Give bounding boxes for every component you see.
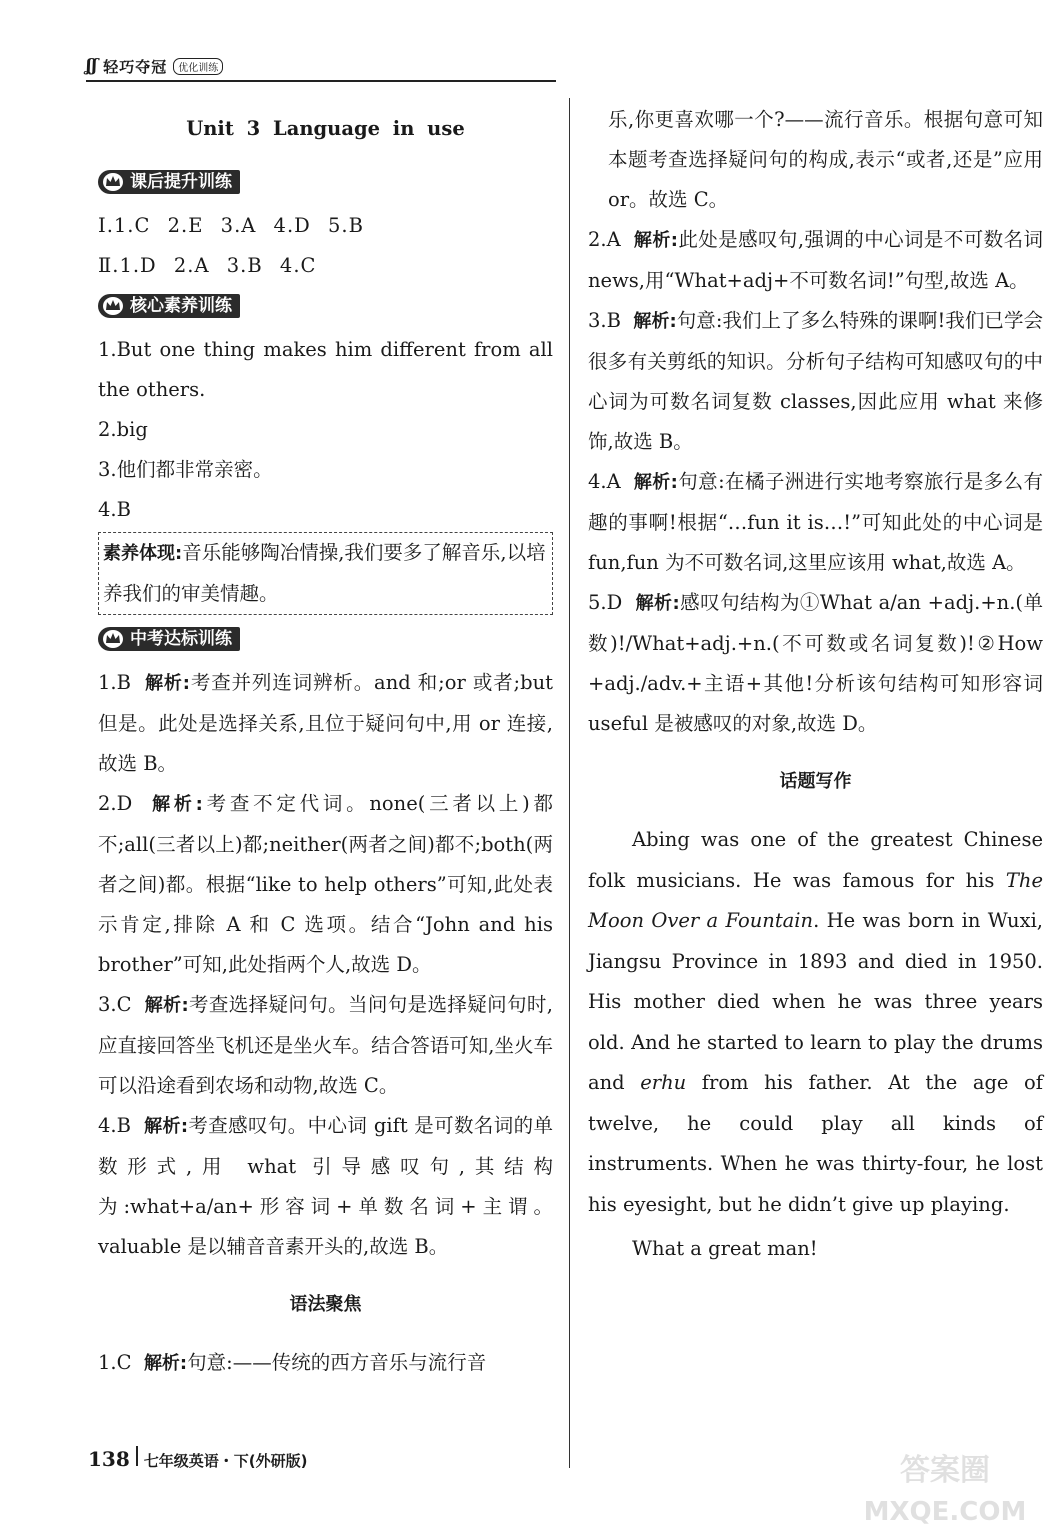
footer-separator — [136, 1446, 138, 1466]
watermark-line-2: MXQE.COM — [863, 1497, 1027, 1527]
section-header-after-class — [98, 170, 240, 194]
answer-row-2: Ⅱ.1.D 2.A 3.B 4.C — [98, 254, 317, 277]
column-divider — [569, 98, 570, 1468]
grammar-item — [588, 462, 1043, 583]
analysis-label: 解析: — [633, 230, 678, 251]
book-header — [86, 52, 223, 80]
watermark-line-1: 答案圈 — [900, 1453, 990, 1488]
core-item: 3.他们都非常亲密。 — [98, 458, 273, 481]
grammar-title: 语法聚焦 — [289, 1294, 362, 1315]
analysis-text: 考查并列连词辨析。and 和;or 或者;but 但是。此处是选择关系,且位于疑问句中,用 or 连接,故选 B。 — [98, 671, 553, 775]
brand-logo-icon: ʆʃ — [86, 56, 98, 76]
grammar-item-continued: 乐,你更喜欢哪一个?——流行音乐。根据句意可知本题考查选择疑问句的构成,表示“或者,还是”应用 or。故选 C。 — [608, 108, 1043, 211]
left-column — [98, 100, 553, 1384]
page-footer — [88, 1446, 307, 1471]
item-number: 2.D — [98, 792, 133, 815]
analysis-label: 解析: — [633, 472, 678, 493]
essay-text: from his father. At the age of twelve, he could play all kinds of instruments. When he was thirty-four, he lost his eyesight, but he didn’t give up playing. — [588, 1071, 1043, 1216]
analysis-text: 此处是感叹句,强调的中心词是不可数名词 news,用“What+adj+不可数名词!”句型,故选 A。 — [588, 228, 1043, 292]
analysis-label: 解析: — [144, 1116, 189, 1137]
item-number: 3.C — [98, 993, 132, 1016]
crown-icon — [102, 172, 124, 192]
item-number: 5.D — [588, 591, 623, 614]
exam-item — [98, 663, 553, 784]
analysis-text: 句意:在橘子洲进行实地考察旅行是多么有趣的事啊!根据“…fun it is…!”可知此处的中心词是 fun,fun 为不可数名词,这里应该用 what,故选 A。 — [588, 470, 1043, 574]
crown-icon — [102, 629, 124, 649]
literacy-text: 音乐能够陶冶情操,我们要多了解音乐,以培养我们的审美情趣。 — [103, 541, 546, 605]
essay-text: . He was born in Wuxi, Jiangsu Province in 1893 and died in 1950. His mother died when he was three years old. And he started to learn to play the drums and — [588, 909, 1043, 1094]
analysis-text: 考查选择疑问句。当问句是选择疑问句时,应直接回答坐飞机还是坐火车。结合答语可知,坐火车可以沿途看到农场和动物,故选 C。 — [98, 993, 553, 1097]
header-rule — [86, 80, 556, 82]
page-number: 138 — [88, 1447, 130, 1471]
answer-row-1: Ⅰ.1.C 2.E 3.A 4.D 5.B — [98, 214, 364, 237]
exam-item — [98, 1106, 553, 1267]
item-number: 2.A — [588, 228, 621, 251]
literacy-box — [98, 532, 553, 615]
grammar-item — [588, 301, 1043, 462]
writing-title: 话题写作 — [779, 771, 852, 792]
analysis-label: 解析: — [143, 1353, 188, 1374]
essay-paragraph — [588, 820, 1043, 1225]
watermark-logo-icon — [845, 1440, 1045, 1530]
item-number: 1.C — [98, 1351, 132, 1374]
analysis-text: 考查感叹句。中心词 gift 是可数名词的单数形式,用 what 引导感叹句,其结构为:what+a/an+形容词+单数名词+主谓。valuable 是以辅音音素开头的,故选 B。 — [98, 1114, 553, 1258]
analysis-text: 感叹句结构为①What a/an +adj.+n.(单数)!/What+adj.+n.(不可数或名词复数)!②How +adj./adv.+主语+其他!分析该句结构可知形容词 useful 是被感叹的对象,故选 D。 — [588, 591, 1043, 735]
grammar-item — [98, 1343, 553, 1384]
brand-name: 轻巧夺冠 — [103, 57, 168, 76]
book-title: 七年级英语・下(外研版) — [143, 1452, 308, 1470]
analysis-label: 解析: — [635, 593, 680, 614]
crown-icon — [102, 296, 124, 316]
core-item: 4.B — [98, 498, 131, 521]
grammar-item — [588, 220, 1043, 301]
section-header-core — [98, 294, 240, 318]
essay-text: Abing was one of the greatest Chinese folk musicians. He was famous for his — [588, 828, 1043, 892]
exam-item — [98, 985, 553, 1106]
grammar-item — [588, 583, 1043, 744]
analysis-label: 解析: — [633, 311, 677, 332]
analysis-text: 句意:——传统的西方音乐与流行音 — [187, 1351, 487, 1374]
song-title: The Moon Over a Fountain — [588, 868, 1043, 932]
unit-title: Unit 3 Language in use — [186, 117, 465, 140]
core-item: 2.big — [98, 418, 148, 441]
analysis-text: 考查不定代词。none(三者以上)都不;all(三者以上)都;neither(两者之间)都不;both(两者之间)都。根据“like to help others”可知,此处表示肯定,排除 A 和 C 选项。结合“John and his brother”可知,此处指两个人,故选 D。 — [98, 792, 553, 976]
instrument-name: erhu — [640, 1071, 687, 1094]
brand-tag: 优化训练 — [173, 58, 223, 75]
item-number: 3.B — [588, 309, 621, 332]
analysis-label: 解析: — [145, 673, 190, 694]
literacy-label: 素养体现: — [103, 543, 183, 564]
item-number: 4.A — [588, 470, 621, 493]
section-title: 课后提升训练 — [130, 172, 232, 192]
analysis-label: 解析: — [144, 995, 189, 1016]
analysis-label: 解析: — [152, 794, 203, 815]
section-title: 中考达标训练 — [130, 629, 232, 649]
core-item: 1.But one thing makes him different from all the others. — [98, 338, 553, 401]
right-column — [588, 100, 1043, 1270]
section-title: 核心素养训练 — [130, 296, 232, 316]
sample-essay — [588, 820, 1043, 1270]
analysis-text: 句意:我们上了多么特殊的课啊!我们已学会很多有关剪纸的知识。分析句子结构可知感叹句的中心词为可数名词复数 classes,因此应用 what 来修饰,故选 B。 — [588, 309, 1043, 453]
section-header-exam — [98, 627, 240, 651]
item-number: 4.B — [98, 1114, 131, 1137]
item-number: 1.B — [98, 671, 131, 694]
essay-paragraph: What a great man! — [632, 1237, 818, 1260]
exam-item — [98, 784, 553, 985]
